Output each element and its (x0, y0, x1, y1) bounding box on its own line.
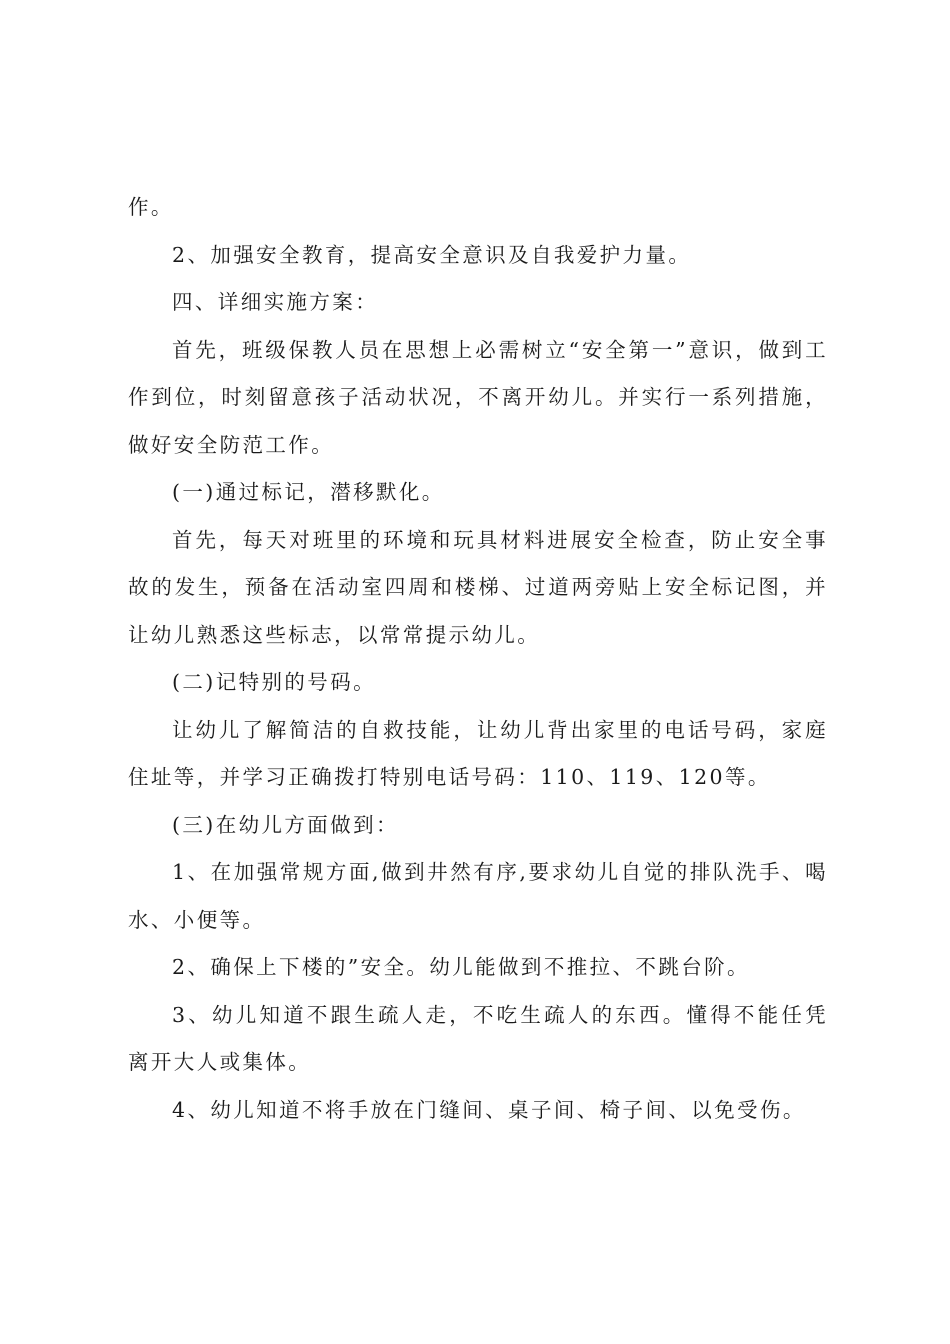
list-item-door-gaps: 4、幼儿知道不将手放在门缝间、桌子间、椅子间、以免受伤。 (172, 1097, 806, 1122)
subheading-children: (三)在幼儿方面做到： (172, 812, 399, 837)
subheading-markers: (一)通过标记，潜移默化。 (172, 480, 445, 504)
list-item-routine: 1、在加强常规方面,做到井然有序,要求幼儿自觉的排队洗手、喝水、小便等。 (128, 860, 828, 932)
paragraph-daily-check: 首先，每天对班里的环境和玩具材料进展安全检查，防止安全事故的发生，预备在活动室四周和楼梯、过道两旁贴上安全标记图，并让幼儿熟悉这些标志，以常常提示幼儿。 (128, 527, 828, 647)
list-item-stairs: 2、确保上下楼的”安全。幼儿能做到不推拉、不跳台阶。 (172, 955, 750, 979)
paragraph-self-rescue: 让幼儿了解简洁的自救技能，让幼儿背出家里的电话号码，家庭住址等，并学习正确拨打特别电话号码：110、119、120等。 (128, 717, 828, 789)
section-heading-implementation: 四、详细实施方案： (172, 290, 379, 314)
list-item-strangers: 3、幼儿知道不跟生疏人走，不吃生疏人的东西。懂得不能任凭离开大人或集体。 (128, 1002, 828, 1074)
paragraph-safety-education: 2、加强安全教育，提高安全意识及自我爱护力量。 (172, 242, 692, 267)
subheading-special-numbers: (二)记特别的号码。 (172, 670, 376, 694)
paragraph-continuation: 作。 (128, 195, 174, 219)
document-body (128, 184, 828, 1134)
paragraph-safety-first: 首先，班级保教人员在思想上必需树立“安全第一”意识，做到工作到位，时刻留意孩子活动状况，不离开幼儿。并实行一系列措施，做好安全防范工作。 (128, 337, 828, 457)
